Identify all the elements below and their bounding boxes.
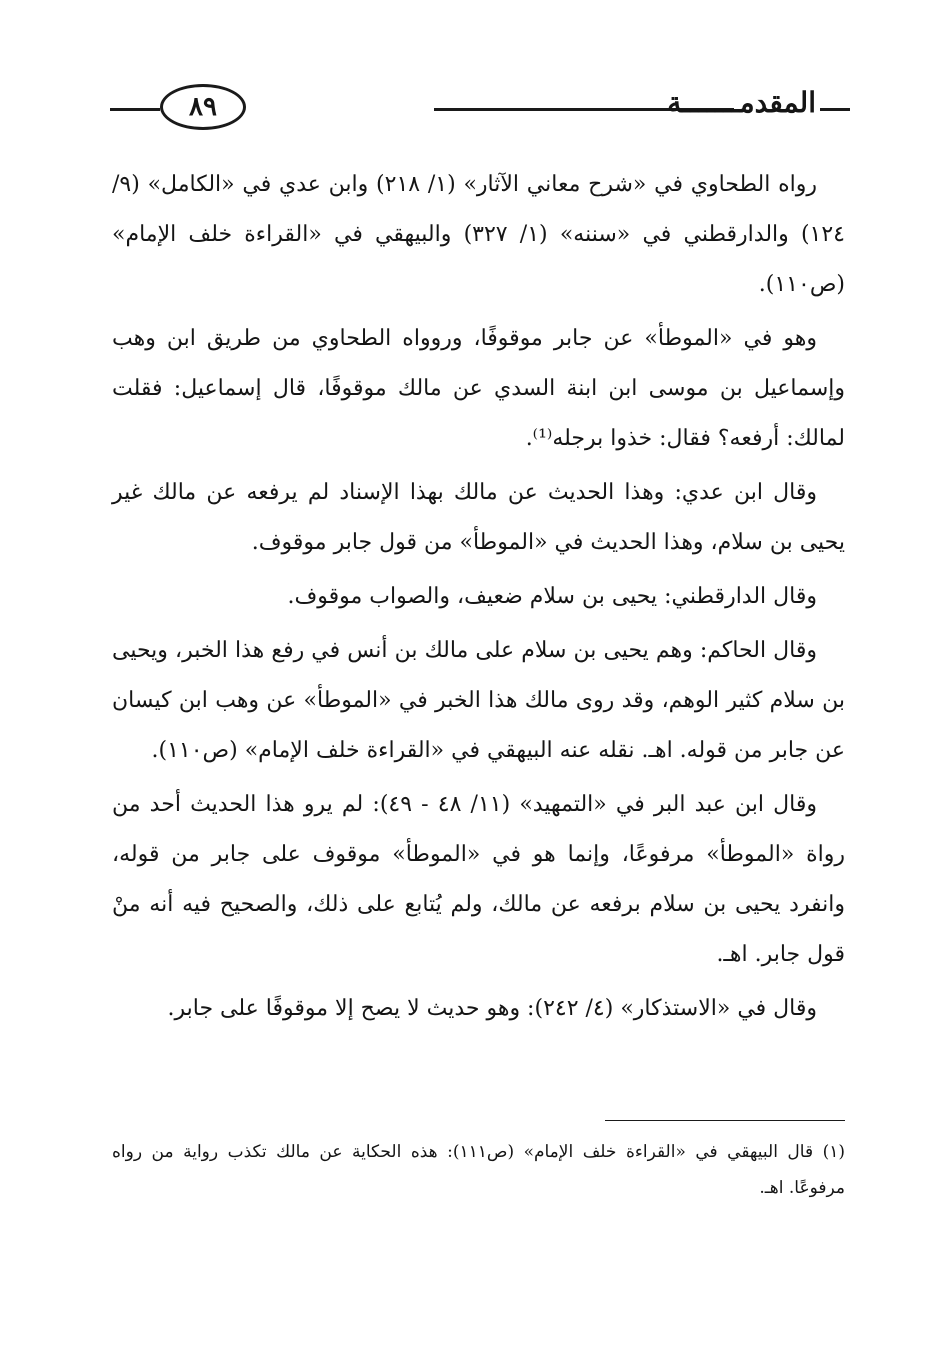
main-text — [112, 160, 845, 1034]
paragraph: رواه الطحاوي في «شرح معاني الآثار» (١/ ٢١٨) وابن عدي في «الكامل» (٩/ ١٢٤) والدارقطني في «سننه» (١/ ٣٢٧) والبيهقي في «القراءة خلف الإمام» (ص١١٠). — [112, 172, 845, 297]
paragraph: وقال الدارقطني: يحيى بن سلام ضعيف، والصواب موقوف. — [287, 584, 817, 609]
header-rule-left — [110, 108, 160, 111]
paragraph: وقال ابن عدي: وهذا الحديث عن مالك بهذا الإسناد لم يرفعه عن مالك غير يحيى بن سلام، وهذا الحديث في «الموطأ» من قول جابر موقوف. — [112, 480, 845, 555]
footnotes — [112, 1134, 845, 1206]
paragraph: وقال في «الاستذكار» (٤/ ٢٤٢): وهو حديث لا يصح إلا موقوفًا على جابر. — [167, 996, 817, 1021]
paragraph: وقال ابن عبد البر في «التمهيد» (١١/ ٤٨ - ٤٩): لم يرو هذا الحديث أحد من رواة «الموطأ» مرفوعًا، وإنما هو في «الموطأ» موقوف على جابر من قوله، وانفرد يحيى بن سلام برفعه عن مالك، ولم يُتابع على ذلك، والصحيح فيه أنه منْ قول جابر. اهـ. — [112, 792, 845, 967]
running-header — [110, 82, 850, 134]
paragraph: وهو في «الموطأ» عن جابر موقوفًا، وروواه الطحاوي من طريق ابن وهب وإسماعيل بن موسى ابن ابنة السدي عن مالك موقوفًا، قال إسماعيل: فقلت لمالك: أرفعه؟ فقال: خذوا برجله⁽¹⁾. — [112, 326, 845, 451]
paragraph: وقال الحاكم: وهم يحيى بن سلام على مالك بن أنس في رفع هذا الخبر، ويحيى بن سلام كثير الوهم، وقد روى مالك هذا الخبر في «الموطأ» عن وهب ابن كيسان عن جابر من قوله. اهـ. نقله عنه البيهقي في «القراءة خلف الإمام» (ص١١٠). — [112, 638, 845, 763]
footnote-separator — [605, 1120, 845, 1121]
header-rule-right — [820, 108, 850, 111]
page-number-oval — [160, 84, 246, 130]
page-number: ٨٩ — [189, 92, 217, 122]
page-title: المقدمـــــــة — [667, 86, 816, 119]
footnote: (١) قال البيهقي في «القراءة خلف الإمام» (ص١١١): هذه الحكاية عن مالك تكذب رواية من رواه مرفوعًا. اهـ. — [112, 1142, 846, 1198]
